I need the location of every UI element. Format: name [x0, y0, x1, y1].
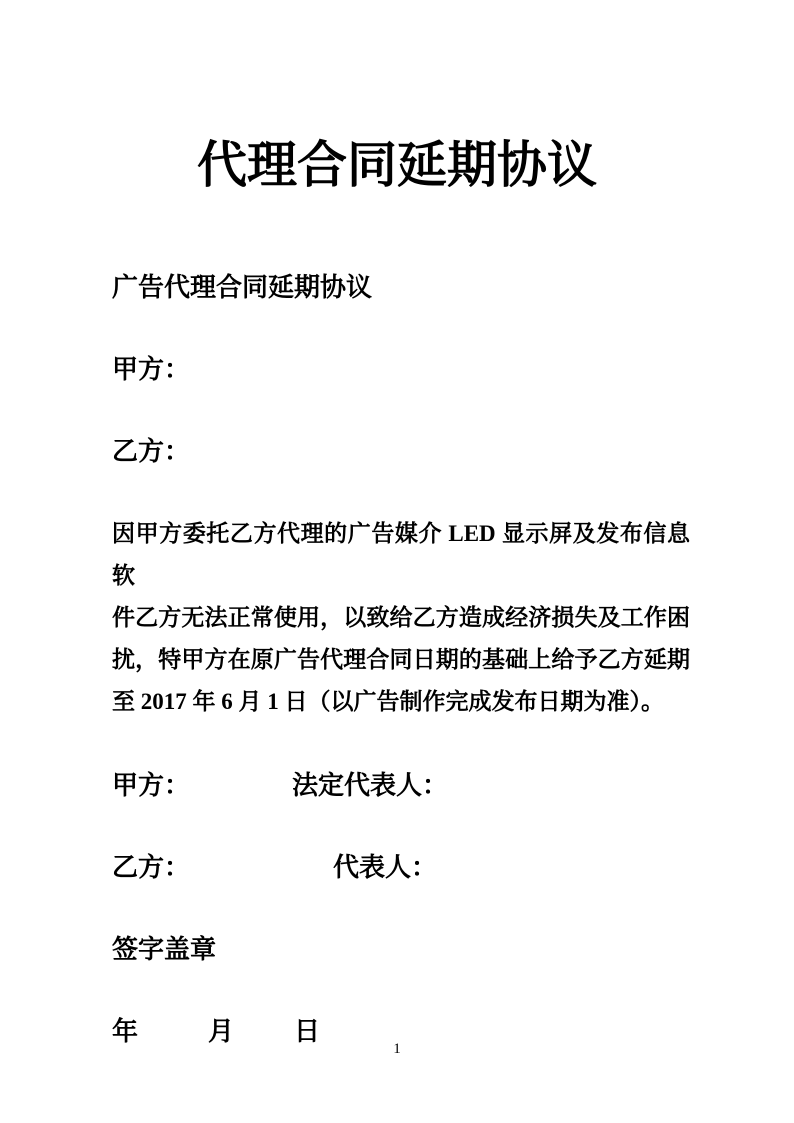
date-month-label: 月	[208, 1017, 235, 1046]
body-paragraph-line-1: 因甲方委托乙方代理的广告媒介 LED 显示屏及发布信息软	[112, 521, 690, 588]
signature-row-party-a	[112, 765, 690, 807]
document-body	[0, 267, 794, 1053]
party-b-label: 乙方：	[112, 437, 191, 466]
body-paragraph	[112, 513, 690, 723]
document-title: 代理合同延期协议	[197, 137, 597, 193]
body-paragraph-line-2: 件乙方无法正常使用，以致给乙方造成经济损失及工作困	[112, 605, 690, 630]
date-year-label: 年	[112, 1017, 139, 1046]
page-number: 1	[393, 1041, 401, 1057]
party-a-label: 甲方：	[112, 355, 191, 384]
signature-row-party-b	[112, 847, 690, 889]
body-paragraph-line-3: 扰，特甲方在原广告代理合同日期的基础上给予乙方延期	[112, 647, 690, 672]
signature-party-b-representative-label: 代表人：	[333, 853, 438, 882]
seal-signature-label: 签字盖章	[112, 935, 217, 964]
signature-party-a-label: 甲方：	[112, 771, 191, 800]
date-day-label: 日	[294, 1017, 321, 1046]
body-paragraph-line-4: 至 2017 年 6 月 1 日（以广告制作完成发布日期为准）。	[112, 689, 664, 714]
document-subtitle: 广告代理合同延期协议	[112, 273, 373, 302]
signature-party-a-representative-label: 法定代表人：	[292, 771, 449, 800]
signature-party-b-label: 乙方：	[112, 853, 191, 882]
